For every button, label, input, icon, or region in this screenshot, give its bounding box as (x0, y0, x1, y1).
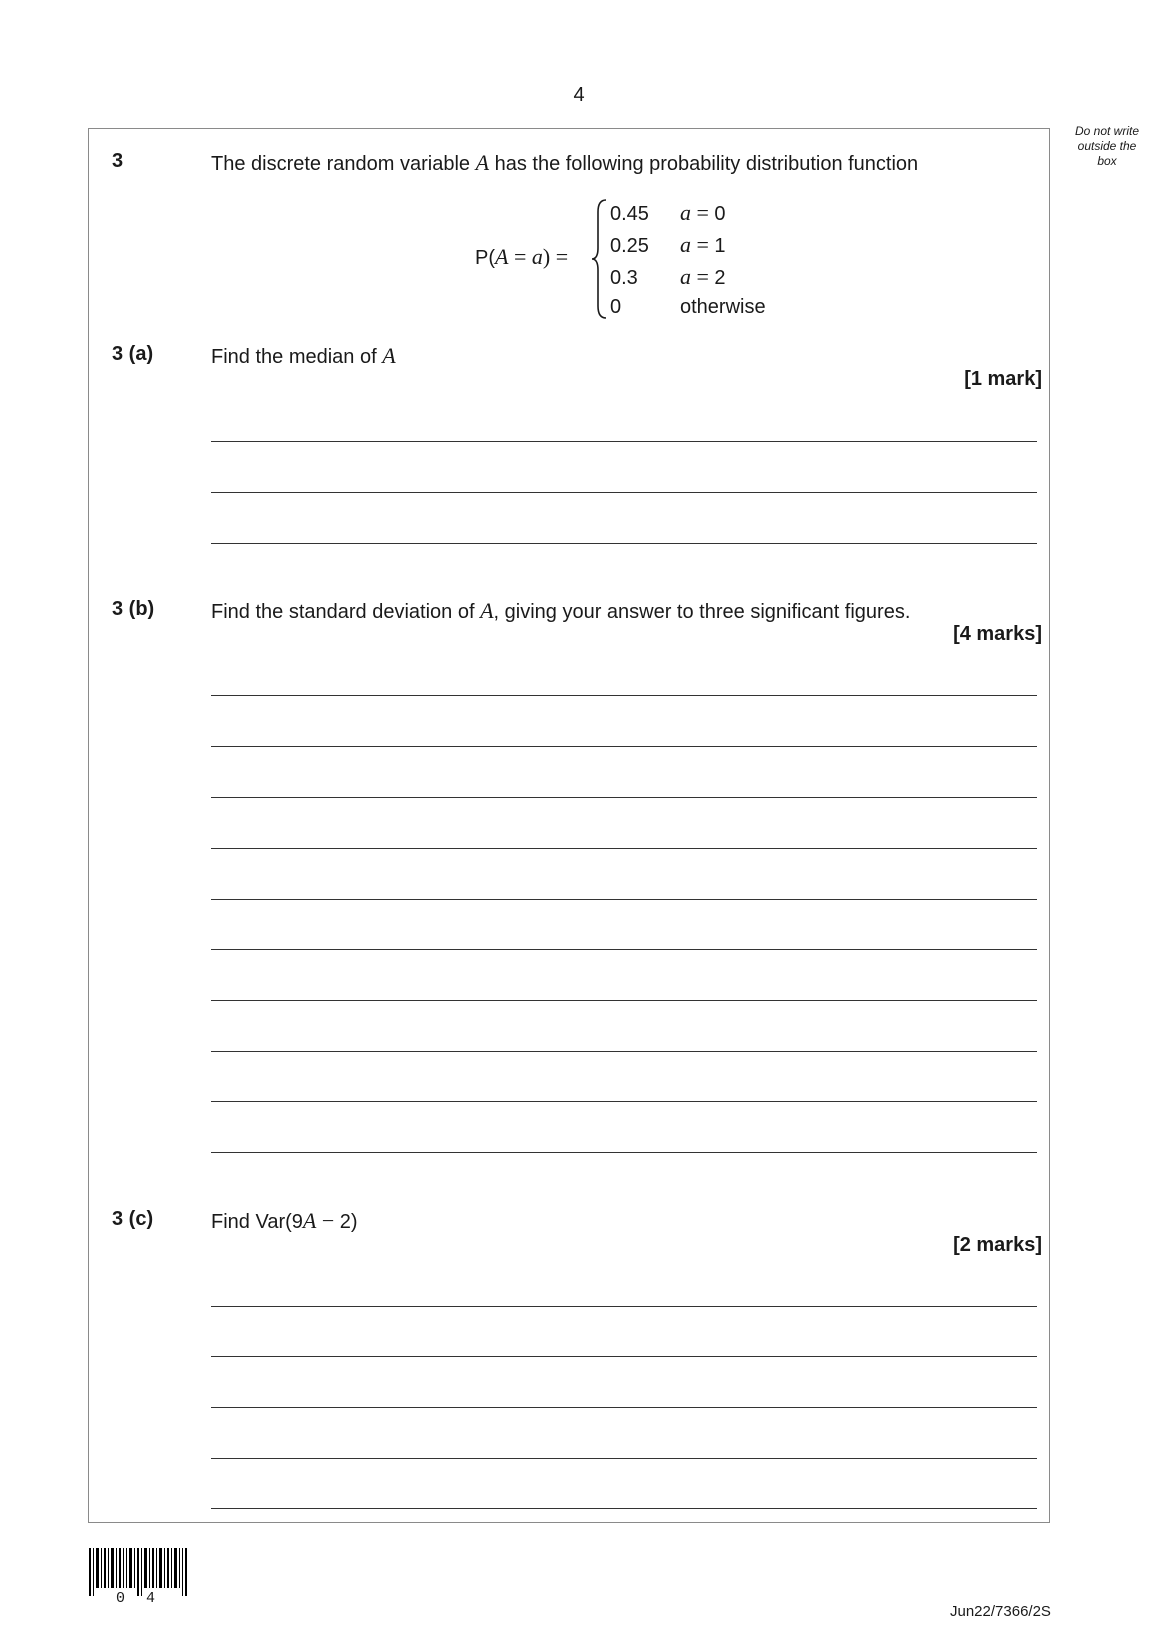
pdf-case-row (610, 232, 726, 258)
intro-text-after: has the following probability distribution function (489, 153, 919, 175)
answer-line[interactable] (211, 1306, 1037, 1307)
answer-line[interactable] (211, 1051, 1037, 1052)
question-intro (211, 150, 918, 176)
pdf-case-row (610, 296, 766, 319)
answer-line[interactable] (211, 1000, 1037, 1001)
pdf-case-value: 0.3 (610, 267, 638, 289)
left-brace-icon (590, 198, 608, 320)
part-c-variable: A (302, 1208, 317, 1233)
part-b-text (211, 598, 910, 624)
answer-line[interactable] (211, 441, 1037, 442)
answer-line[interactable] (211, 949, 1037, 950)
answer-line[interactable] (211, 746, 1037, 747)
pdf-case-eq: = (691, 232, 715, 257)
page-number: 4 (573, 84, 585, 106)
pdf-lhs-var-lower: a (531, 244, 543, 269)
part-c-minus: − (316, 1208, 340, 1233)
barcode-label: 0 4 (116, 1590, 162, 1607)
part-b-marks: [4 marks] (953, 623, 1042, 645)
margin-note-line: outside the (1077, 139, 1137, 153)
pdf-case-var: a (680, 200, 691, 225)
answer-line[interactable] (211, 848, 1037, 849)
pdf-case-num: 0 (714, 203, 726, 225)
answer-line[interactable] (211, 1407, 1037, 1408)
answer-line[interactable] (211, 543, 1037, 544)
part-c-marks: [2 marks] (953, 1234, 1042, 1256)
intro-variable: A (475, 150, 490, 175)
paper-code: Jun22/7366/2S (950, 1603, 1051, 1620)
pdf-case-otherwise: otherwise (680, 296, 766, 318)
part-a-label: 3 (a) (112, 343, 154, 365)
answer-line[interactable] (211, 797, 1037, 798)
part-c-label: 3 (c) (112, 1208, 154, 1230)
pdf-case-eq: = (691, 200, 715, 225)
part-b-text-after: , giving your answer to three significant figures. (493, 601, 911, 623)
question-number: 3 (112, 150, 124, 172)
pdf-case-value: 0 (610, 296, 622, 318)
margin-note-line: Do not write (1074, 124, 1140, 138)
answer-line[interactable] (211, 1356, 1037, 1357)
answer-line[interactable] (211, 1458, 1037, 1459)
part-a-text (211, 343, 396, 369)
pdf-case-value: 0.25 (610, 235, 649, 257)
part-a-text-before: Find the median of (211, 346, 383, 368)
pdf-case-num: 1 (714, 235, 726, 257)
pdf-lhs-eq: = (508, 244, 532, 269)
part-c-text (211, 1208, 358, 1234)
margin-note-line: box (1097, 154, 1117, 168)
pdf-lhs-prefix: P( (475, 247, 495, 269)
margin-note (1062, 124, 1152, 169)
pdf-case-var: a (680, 232, 691, 257)
part-c-text-before: Find Var(9 (211, 1211, 303, 1233)
answer-line[interactable] (211, 1152, 1037, 1153)
pdf-case-row (610, 200, 726, 226)
pdf-lhs (475, 244, 568, 270)
part-b-label: 3 (b) (112, 598, 155, 620)
answer-line[interactable] (211, 492, 1037, 493)
pdf-case-num: 2 (714, 267, 726, 289)
answer-line[interactable] (211, 695, 1037, 696)
answer-line[interactable] (211, 1101, 1037, 1102)
pdf-case-value: 0.45 (610, 203, 649, 225)
answer-box (88, 128, 1050, 1523)
pdf-case-row (610, 264, 726, 290)
part-b-text-before: Find the standard deviation of (211, 601, 481, 623)
pdf-case-eq: = (691, 264, 715, 289)
answer-line[interactable] (211, 1508, 1037, 1509)
part-a-marks: [1 mark] (964, 368, 1042, 390)
part-c-text-after: 2) (339, 1211, 358, 1233)
answer-line[interactable] (211, 899, 1037, 900)
pdf-case-var: a (680, 264, 691, 289)
pdf-lhs-var: A (495, 244, 509, 269)
barcode-icon (89, 1548, 189, 1596)
intro-text-before: The discrete random variable (211, 153, 476, 175)
pdf-lhs-suffix: ) = (542, 244, 569, 269)
part-a-variable: A (382, 343, 396, 368)
part-b-variable: A (480, 598, 494, 623)
